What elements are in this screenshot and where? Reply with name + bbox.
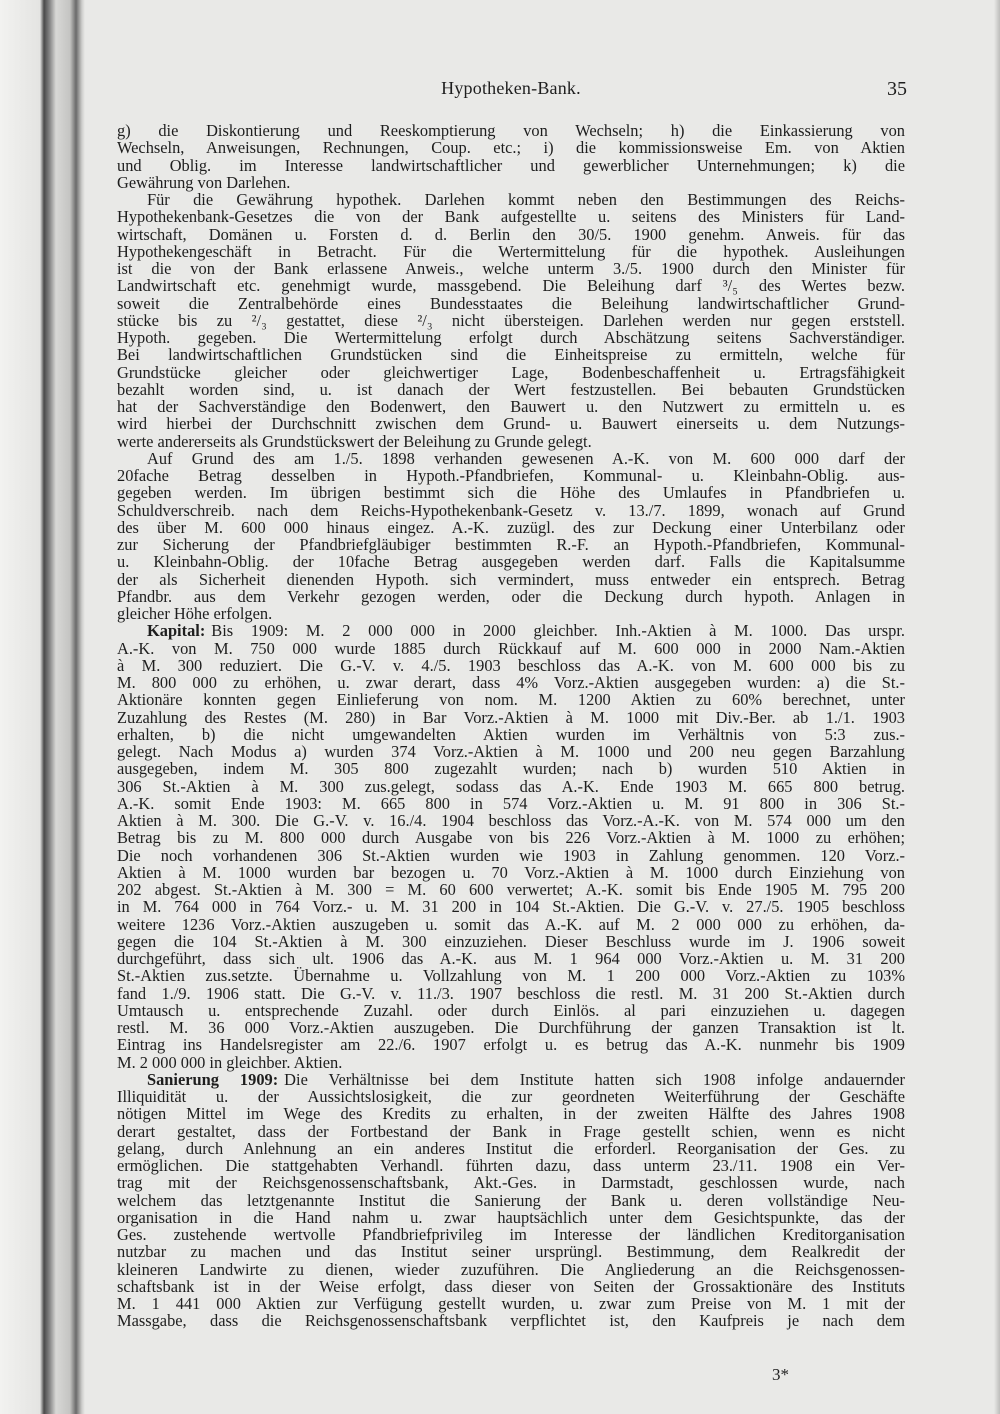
text-line: Gewährung von Darlehen.	[117, 172, 291, 192]
text-line	[117, 1071, 905, 1088]
page-edge	[994, 0, 1000, 1414]
text-line: gelegt. Nach Modus a) wurden 374 Vorz.-Aktien à M. 1000 und 200 neu gegen Barzahlung	[117, 742, 905, 761]
text-line: gelang, durch Anlehnung an ein anderes Institut die erforderl. Reorganisation der Ges. zu	[117, 1138, 905, 1158]
text-line: Hypoth. gegeben. Die Wertermittelung erfolgt durch Abschätzung seitens Sachverständiger.	[117, 328, 905, 347]
page-number: 35	[887, 78, 907, 100]
text-line: Aktien à M. 1000 wurden bar bezogen u. 70 Vorz.-Aktien à M. 1000 durch Einziehung von	[117, 862, 905, 882]
text-line: Bei landwirtschaftlichen Grundstücken sind die Einheitspreise zu ermitteln, welche für	[117, 345, 905, 365]
text-line: Landwirtschaft etc. genehmigt wurde, massgebend. Die Beleihung darf ³/₅ des Wertes bezw.	[117, 276, 905, 296]
text-line: nutzbar zu machen und das Institut seiner ursprüngl. Bestimmung, dem Realkredit der	[117, 1242, 905, 1262]
text-line: 20fache Betrag desselben in Hypoth.-Pfandbriefen, Kommunal- u. Kleinbahn-Oblig. aus-	[117, 466, 905, 485]
text-line: Hypothekenbank-Gesetzes die von der Bank aufgestellte u. seitens des Ministers für Land-	[117, 207, 905, 227]
text-line: g) die Diskontierung und Reeskomptierung von Wechseln; h) die Einkassierung von	[117, 121, 905, 140]
text-line: organisation in die Hand nahm u. zwar hauptsächlich unter dem Gesichtspunkte, das der	[117, 1207, 905, 1227]
text-line: gegen die 104 St.-Aktien à M. 300 einzuziehen. Dieser Beschluss wurde im J. 1906 soweit	[117, 931, 905, 951]
running-title: Hypotheken-Bank.	[441, 78, 581, 98]
text-line: Die noch vorhandenen 306 St.-Aktien wurden wie 1903 in Zahlung genommen. 120 Vorz.-	[117, 845, 905, 865]
text-line: werte andererseits als Grundstückswert der Beleihung zu Grunde gelegt.	[117, 431, 592, 451]
text-line: ermöglichen. Die stattgehabten Verhandl. führten dazu, dass unterm 23./11. 1908 ein Ver-	[117, 1156, 905, 1175]
text-line: 306 St.-Aktien à M. 300 zus.gelegt, sodass das A.-K. Ende 1903 M. 665 800 betrug.	[117, 776, 905, 796]
line-text: Die Verhältnisse bei dem Institute hatten sich 1908 infolge andauernder	[284, 1069, 905, 1089]
text-line: Eintrag ins Handelsregister am 22./6. 1907 erfolgt u. es betrug das A.-K. nunmehr bis 1909	[117, 1035, 905, 1055]
text-line: ausgegeben, indem M. 305 800 zugezahlt wurden; nach b) wurden 510 Aktien in	[117, 759, 905, 779]
section-heading: Sanierung 1909:	[147, 1069, 279, 1089]
text-line: Auf Grund des am 1./5. 1898 verhanden gewesenen A.-K. von M. 600 000 darf der	[147, 448, 905, 468]
text-line: ist die von der Bank erlassene Anweis., welche unterm 3./5. 1900 durch den Minister für	[117, 259, 905, 278]
running-header	[115, 78, 907, 102]
text-line: restl. M. 36 000 Vorz.-Aktien auszugeben. Die Durchführung der ganzen Transaktion ist lt.	[117, 1018, 905, 1037]
text-line: der als Sicherheit dienenden Hypoth. sich vermindert, muss entweder ein entsprech. Betrag	[117, 569, 905, 589]
text-line: wird hierbei der Durchschnitt zwischen dem Grund- u. Bauwert einerseits u. dem Nutzungs-	[117, 414, 905, 434]
paragraph	[117, 450, 905, 623]
paragraph	[117, 191, 905, 450]
text-line: fand 1./9. 1906 statt. Die G.-V. v. 11./3. 1907 beschloss die restl. M. 31 200 St.-Aktien durch	[117, 983, 905, 1003]
text-line: in M. 764 000 in 764 Vorz.- u. M. 31 200 in 104 St.-Aktien. Die G.-V. v. 27./5. 1905 beschloss	[117, 897, 905, 917]
text-line: hat der Sachverständige den Bodenwert, den Bauwert u. den Nutzwert zu ermitteln u. es	[117, 397, 905, 416]
text-line: Aktien à M. 300. Die G.-V. v. 16./4. 1904 beschloss das Vorz.-A.-K. von M. 574 000 um den	[117, 811, 905, 830]
text-line: A.-K. von M. 750 000 wurde 1885 durch Rückkauf auf M. 600 000 in 2000 Nam.-Aktien	[117, 638, 905, 658]
text-line: Ges. zustehende wertvolle Pfandbriefprivileg im Interesse der ländlichen Kreditorganisation	[117, 1225, 905, 1244]
text-line: A.-K. somit Ende 1903: M. 665 800 in 574 Vorz.-Aktien u. M. 91 800 in 306 St.-	[117, 793, 905, 813]
text-line: Grundstücke gleicher oder gleichwertiger Lage, Bodenbeschaffenheit u. Ertragsfähigkeit	[117, 362, 905, 382]
section-heading: Kapital:	[147, 621, 206, 641]
text-line: Wechseln, Anweisungen, Rechnungen, Coup. etc.; i) die kommissionsweise Em. von Aktien	[117, 138, 905, 158]
text-line: gleicher Höhe erfolgen.	[117, 604, 273, 623]
text-line: u. Kleinbahn-Oblig. der 10fache Betrag ausgegeben werden darf. Falls die Kapitalsumme	[117, 552, 905, 572]
text-line: bezahlt worden sind, u. ist danach der Wert festzustellen. Bei bebauten Grundstücken	[117, 379, 905, 399]
text-line: Massgabe, dass die Reichsgenossenschaftsbank verpflichtet ist, den Kaufpreis je nach dem	[117, 1311, 905, 1331]
text-line: Betrag bis zu M. 800 000 durch Ausgabe von bis 226 Vorz.-Aktien à M. 1000 zu erhöhen;	[117, 828, 905, 848]
paragraph	[117, 622, 905, 1071]
text-line: schaftsbank ist in der Weise erfolgt, dass dieser von Seiten der Grossaktionäre des Instituts	[117, 1276, 905, 1296]
text-line: durchgeführt, dass sich ult. 1906 das A.-K. aus M. 1 964 000 Vorz.-Aktien u. M. 31 200	[117, 949, 905, 968]
text-line: Zuzahlung des Restes (M. 280) in Bar Vorz.-Aktien à M. 1000 mit Div.-Ber. ab 1./1. 1903	[117, 707, 905, 727]
text-line: Umtausch u. entsprechende Zuzahl. oder durch Einlös. al pari einzuziehen u. dagegen	[117, 1000, 905, 1020]
text-line: Pfandbr. aus dem Verkehr gezogen werden, oder die Deckung durch hypoth. Anlagen in	[117, 586, 905, 606]
text-line: Schuldverschreib. nach dem Reichs-Hypothekenbank-Gesetz v. 13./7. 1899, wonach auf Grund	[117, 500, 905, 520]
line-text: Bis 1909: M. 2 000 000 in 2000 gleichber. Inh.-Aktien à M. 1000. Das urspr.	[211, 621, 905, 641]
text-line: trag mit der Reichsgenossenschaftsbank, Akt.-Ges. in Darmstadt, geschlossen wurde, nach	[117, 1173, 905, 1193]
text-line: erhalten, b) die nicht umgewandelten Aktien wurden im Verhältnis von 5:3 zus.-	[117, 724, 905, 744]
text-line: Hypothekengeschäft in Betracht. Für die Wertermittelung für die hypothek. Ausleihungen	[117, 241, 905, 261]
text-line: Für die Gewährung hypothek. Darlehen kommt neben den Bestimmungen des Reichs-	[147, 190, 905, 209]
text-line	[117, 622, 905, 639]
text-line: kleineren Landwirte zu dienen, wieder zuzuführen. Die Angliederung an die Reichsgenossen-	[117, 1259, 905, 1279]
text-line: St.-Aktien zus.setzte. Übernahme u. Vollzahlung von M. 1 200 000 Vorz.-Aktien zu 103%	[117, 966, 905, 986]
text-line: soweit die Zentralbehörde eines Bundesstaates die Beleihung landwirtschaftlicher Grund-	[117, 293, 905, 313]
text-line: 202 abgest. St.-Aktien à M. 300 = M. 60 600 verwertet; A.-K. somit bis Ende 1905 M. 795 200	[117, 880, 905, 899]
text-line: stücke bis zu ²/₃ gestattet, diese ²/₃ nicht übersteigen. Darlehen werden nur gegen erststell.	[117, 310, 905, 330]
text-line: und Oblig. im Interesse landwirtschaftlicher und gewerblicher Unternehmungen; k) die	[117, 155, 905, 175]
text-line: welchem das letztgenannte Institut die Sanierung der Bank u. deren vollständige Neu-	[117, 1190, 905, 1210]
text-line: nötigen Mittel im Wege des Kredits zu erhalten, in der zweiten Hälfte des Jahres 1908	[117, 1104, 905, 1124]
text-line: à M. 300 reduziert. Die G.-V. v. 4./5. 1903 beschloss das A.-K. von M. 600 000 bis zu	[117, 655, 905, 675]
text-line: Illiquidität u. der Aussichtslosigkeit, die zur geordneten Weiterführung der Geschäfte	[117, 1087, 905, 1106]
text-line: M. 800 000 zu erhöhen, u. zwar derart, dass 4% Vorz.-Aktien ausgegeben wurden: a) die St.-	[117, 673, 905, 692]
text-line: weitere 1236 Vorz.-Aktien auszugeben u. somit das A.-K. auf M. 2 000 000 zu erhöhen, da-	[117, 914, 905, 934]
paragraph	[117, 122, 905, 191]
text-line: M. 2 000 000 in gleichber. Aktien.	[117, 1052, 343, 1072]
text-line: M. 1 441 000 Aktien zur Verfügung gestellt wurden, u. zwar zum Preise von M. 1 mit der	[117, 1294, 905, 1313]
signature-mark: 3*	[772, 1365, 789, 1384]
text-line: wirtschaft, Domänen u. Forsten d. d. Berlin den 30/5. 1900 genehm. Anweis. für das	[117, 224, 905, 244]
book-binding-edge	[0, 0, 85, 1414]
text-line: derart gestaltet, dass der Fortbestand der Bank in Frage gestellt schien, wenn es nicht	[117, 1121, 905, 1141]
text-line: gegeben werden. Im übrigen bestimmt sich die Höhe des Umlaufes in Pfandbriefen u.	[117, 483, 905, 503]
text-line: Aktionäre konnten gegen Einlieferung von nom. M. 1200 Aktien zu 60% berechnet, unter	[117, 690, 905, 710]
text-line: des über M. 600 000 hinaus eingez. A.-K. zuzügl. des zur Deckung einer Unterbilanz oder	[117, 517, 905, 537]
page-body	[117, 122, 905, 1330]
paragraph	[117, 1071, 905, 1330]
text-line: zur Sicherung der Pfandbriefgläubiger bestimmten R.-F. an Hypoth.-Pfandbriefen, Kommunal-	[117, 535, 905, 554]
